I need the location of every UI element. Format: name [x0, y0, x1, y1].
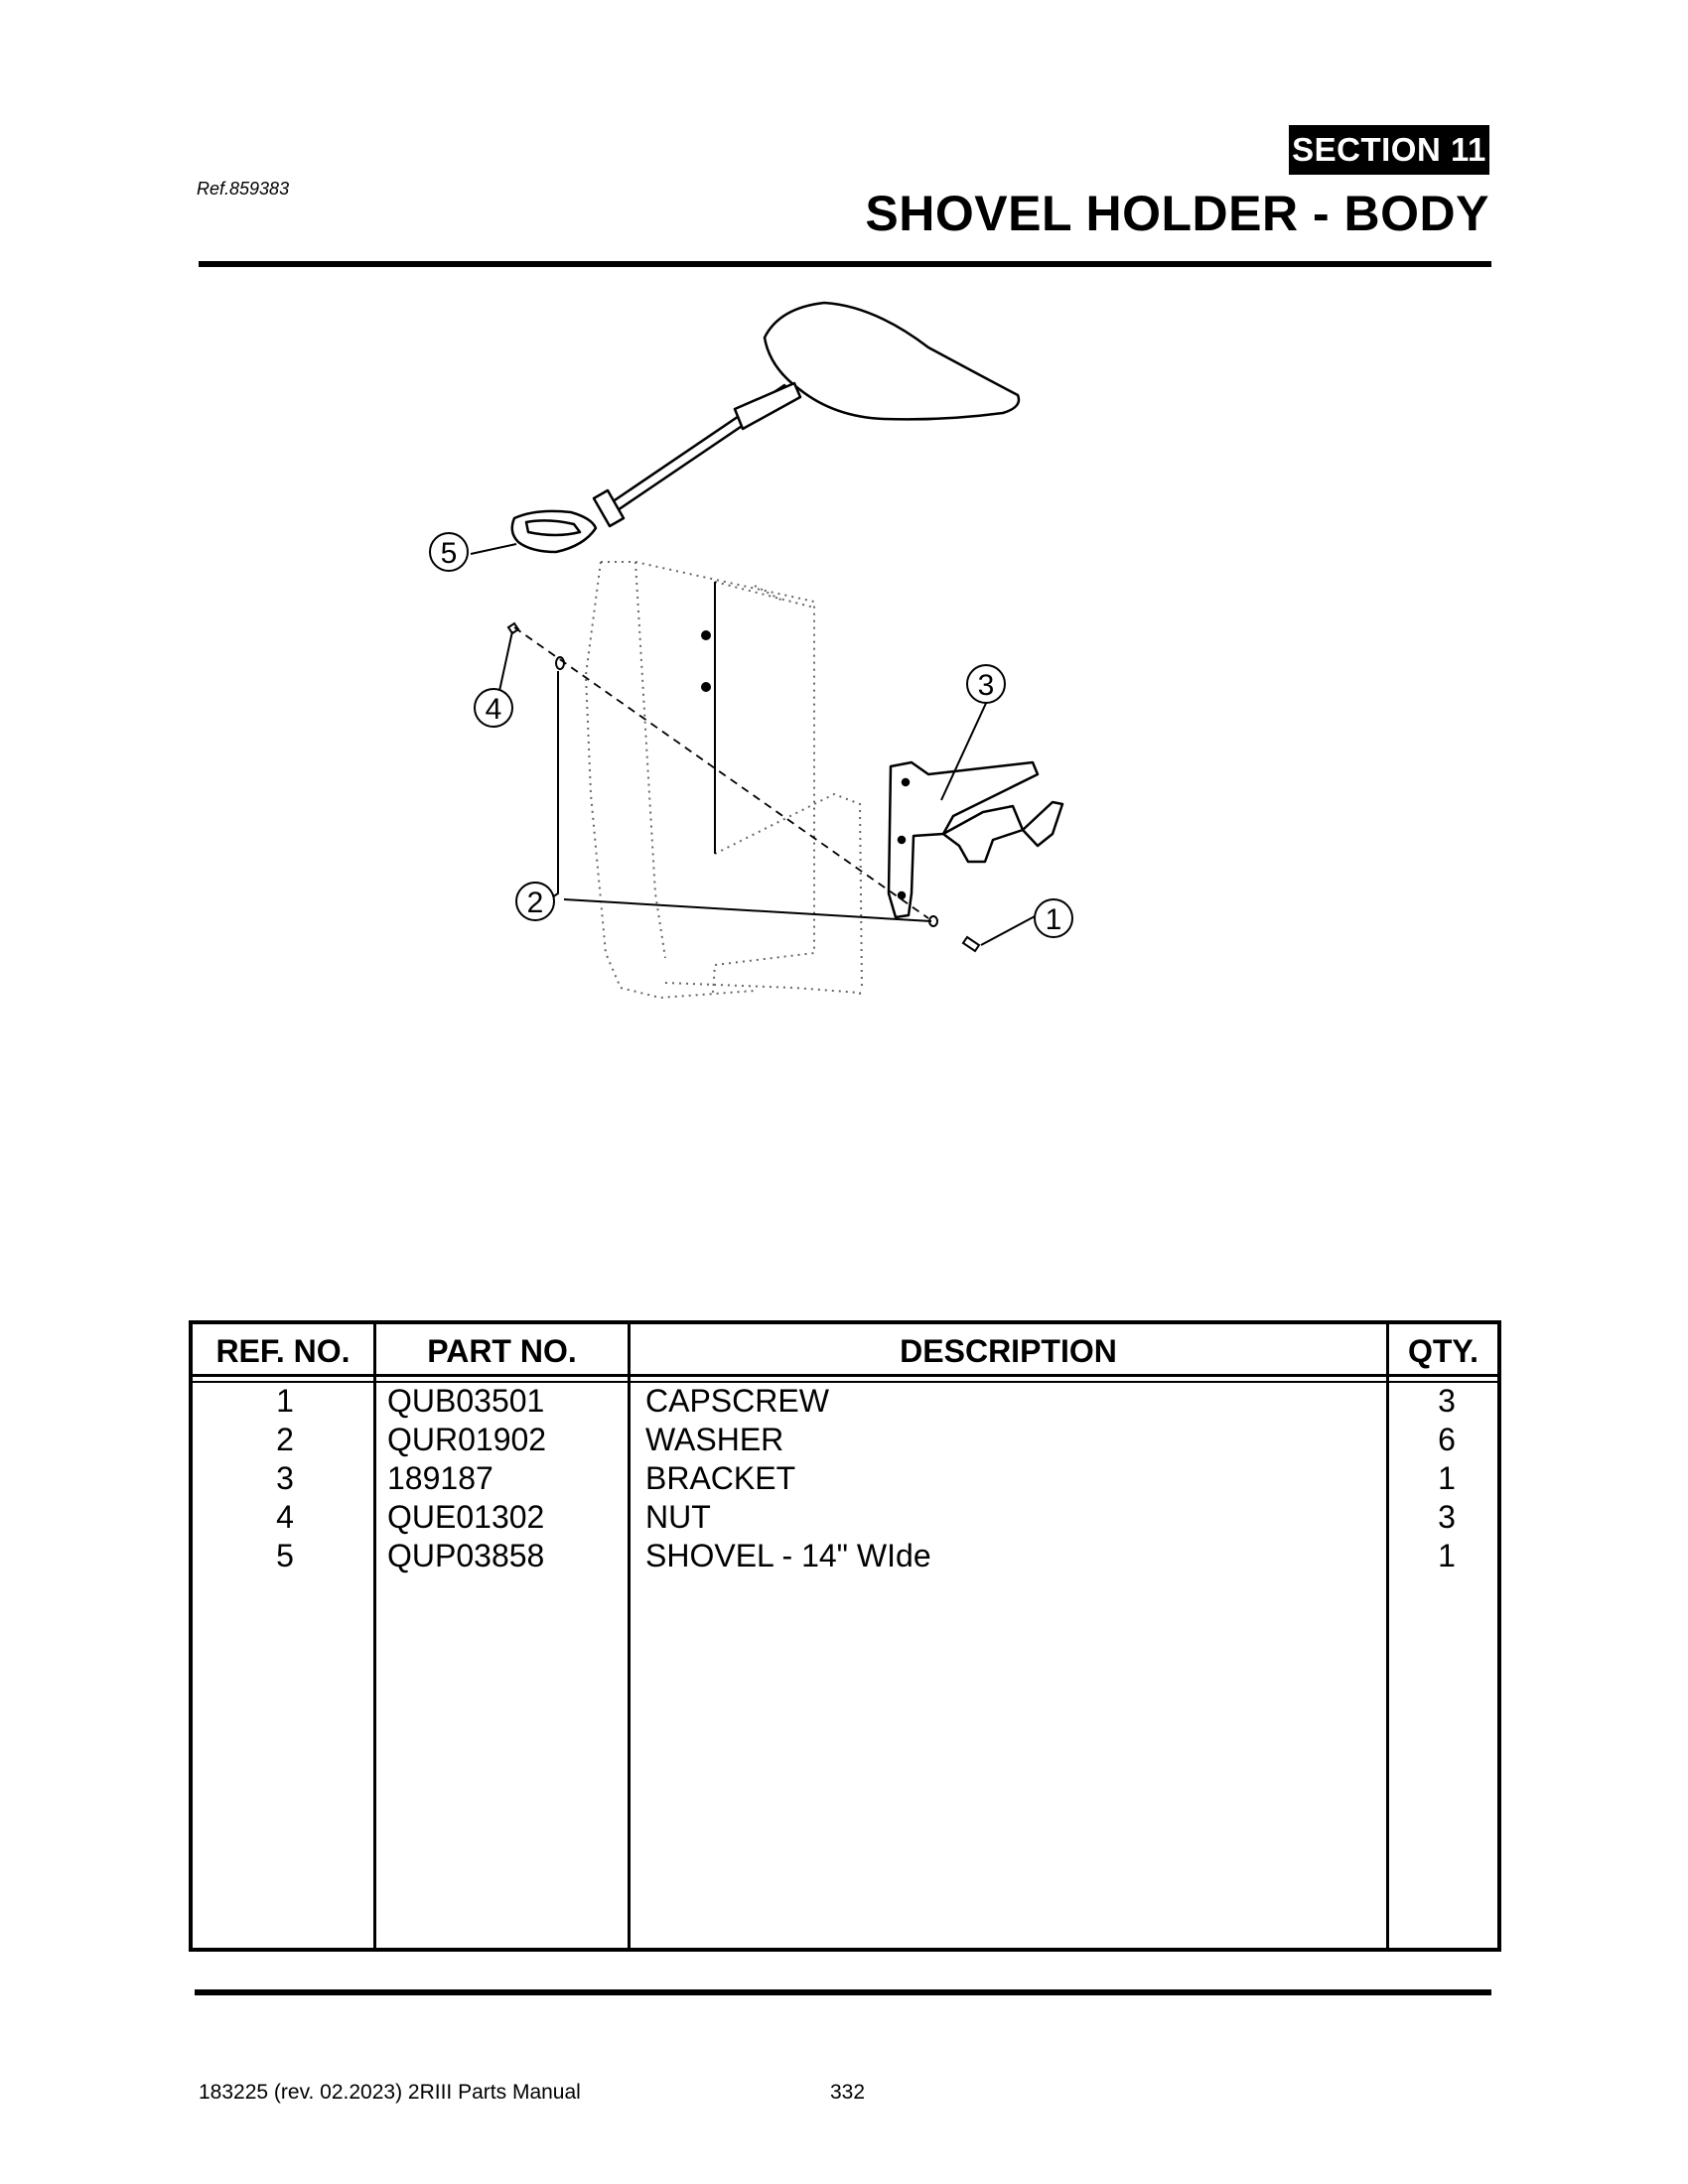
table-row [193, 1421, 1497, 1459]
parts-table [189, 1320, 1501, 1952]
description-cell: CAPSCREW [645, 1383, 829, 1419]
mounting-hole-top [701, 630, 711, 640]
page-title: SHOVEL HOLDER - BODY [865, 186, 1489, 241]
footer-document-info: 183225 (rev. 02.2023) 2RIII Parts Manual [199, 2081, 581, 2104]
qty-cell: 1 [1438, 1460, 1456, 1496]
ref-cell: 4 [276, 1499, 294, 1535]
mounting-hole-bottom [701, 682, 711, 692]
ref-cell: 3 [276, 1460, 294, 1496]
qty-cell: 3 [1438, 1383, 1456, 1419]
leader-lines [471, 544, 1037, 945]
description-cell: WASHER [645, 1422, 784, 1457]
callout-2 [516, 883, 554, 920]
ref-cell: 2 [276, 1422, 294, 1457]
qty-cell: 6 [1438, 1422, 1456, 1457]
bottom-divider [195, 1989, 1491, 1995]
callout-2-label: 2 [526, 887, 544, 919]
assembly-line [514, 627, 928, 918]
ref-cell: 5 [276, 1538, 294, 1573]
callout-1-label: 1 [1045, 903, 1062, 936]
header-rule [193, 1374, 1497, 1377]
section-badge: SECTION 11 [1289, 125, 1489, 175]
qty-cell: 3 [1438, 1499, 1456, 1535]
body-panel-outline [586, 562, 862, 999]
column-header-ref: REF. NO. [215, 1332, 351, 1369]
column-header-qty: QTY. [1407, 1332, 1479, 1369]
part-number-cell: QUR01902 [387, 1422, 547, 1457]
washer-icon [556, 657, 564, 669]
description-cell: SHOVEL - 14" WIde [645, 1538, 931, 1573]
description-cell: BRACKET [645, 1460, 796, 1496]
callout-4 [475, 689, 512, 727]
callout-5 [430, 533, 468, 571]
column-header-part: PART NO. [427, 1332, 577, 1369]
table-row [193, 1382, 1497, 1421]
ref-cell: 1 [276, 1383, 294, 1419]
column-header-description: DESCRIPTION [900, 1332, 1117, 1369]
reference-number: Ref.859383 [197, 179, 290, 199]
part-number-cell: QUB03501 [387, 1383, 545, 1419]
callout-5-label: 5 [440, 537, 458, 570]
bracket [889, 762, 1062, 917]
callout-3 [967, 665, 1005, 703]
part-number-cell: QUE01302 [387, 1499, 545, 1535]
part-number-cell: QUP03858 [387, 1538, 545, 1573]
table-body [193, 1382, 1497, 1575]
callout-1 [1035, 899, 1072, 937]
page-number: 332 [830, 2081, 866, 2104]
shovel [512, 303, 1019, 552]
callout-4-label: 4 [485, 693, 502, 726]
table-row [193, 1459, 1497, 1498]
part-number-cell: 189187 [387, 1460, 493, 1496]
callout-3-label: 3 [977, 669, 995, 702]
description-cell: NUT [645, 1499, 711, 1535]
capscrew-icon [963, 937, 979, 951]
qty-cell: 1 [1438, 1538, 1456, 1573]
table-row [193, 1537, 1497, 1575]
table-row [193, 1498, 1497, 1537]
